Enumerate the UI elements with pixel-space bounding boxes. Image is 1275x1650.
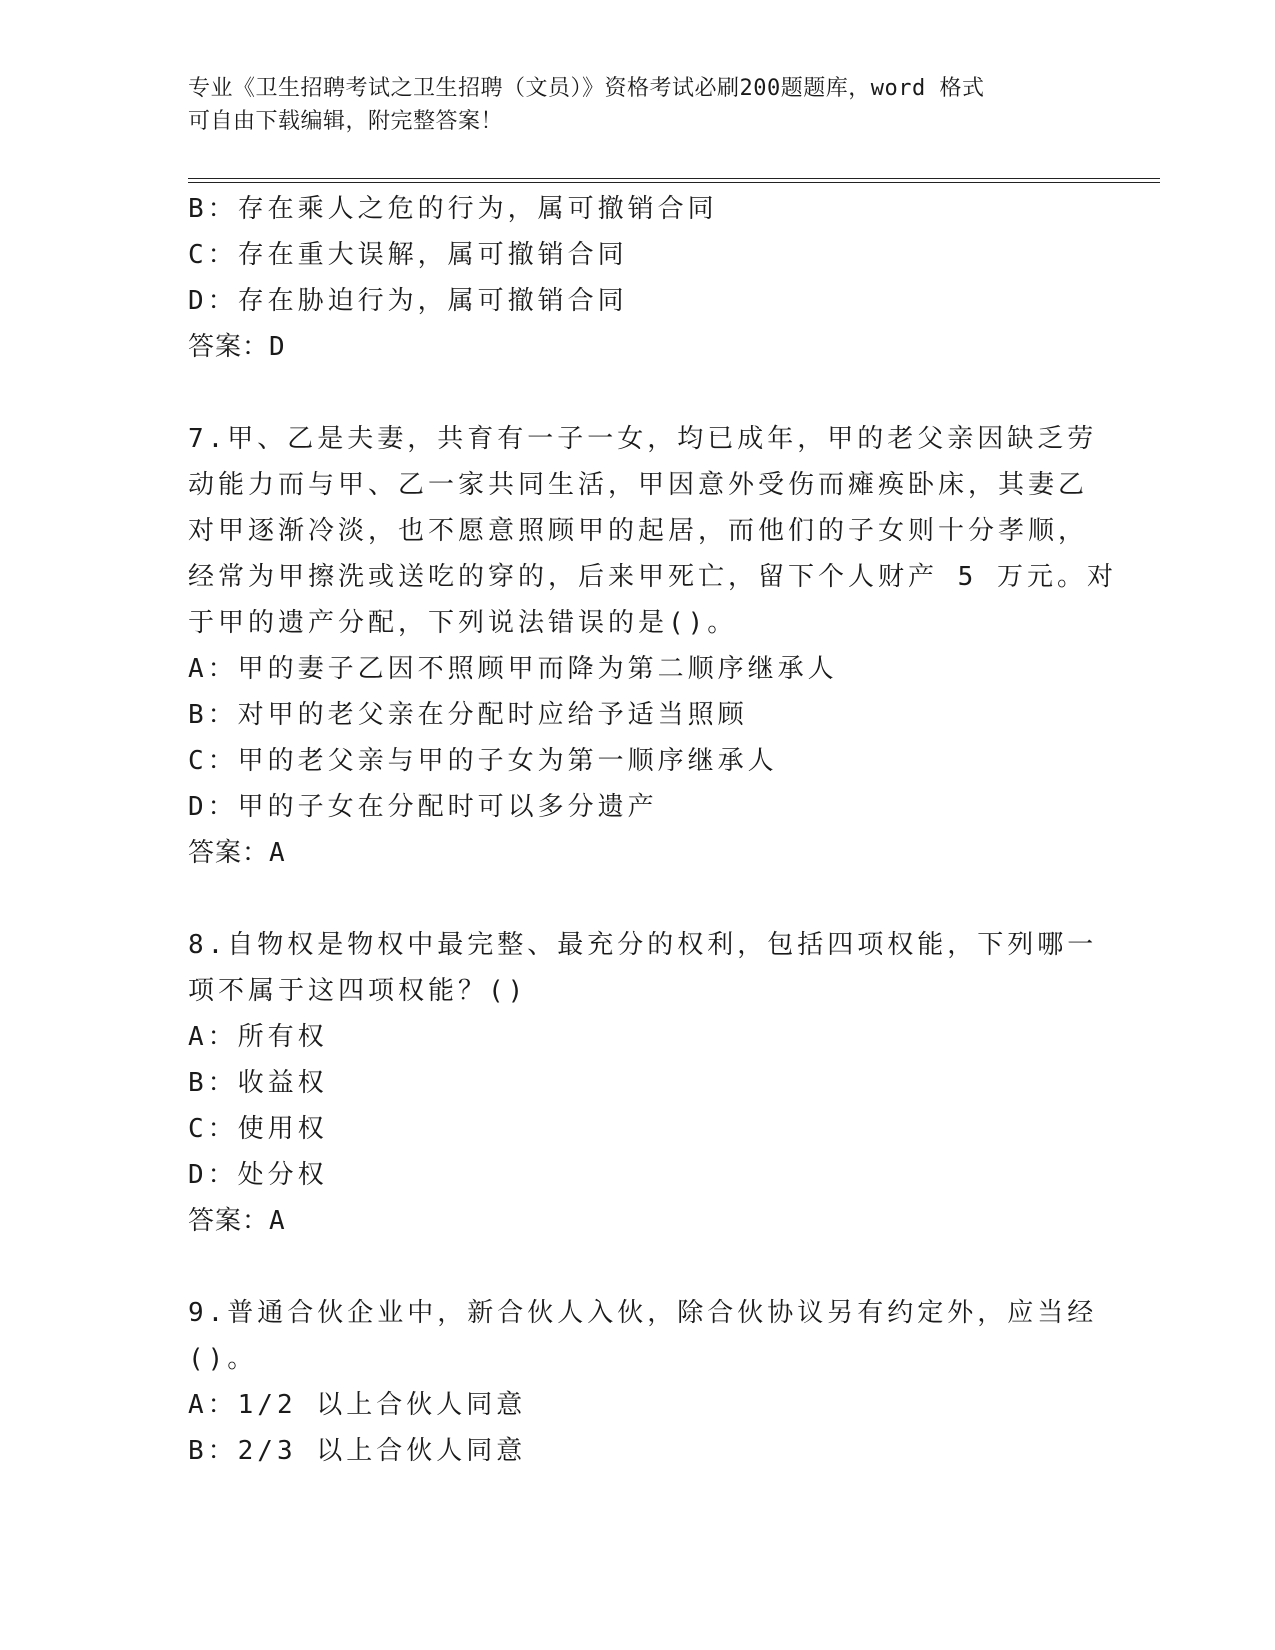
question-7 bbox=[188, 416, 1117, 876]
answer: 答案：A bbox=[188, 838, 286, 868]
option-c: C：使用权 bbox=[188, 1114, 328, 1144]
header-line-1: 专业《卫生招聘考试之卫生招聘（文员）》资格考试必刷200题题库，word 格式 bbox=[188, 76, 985, 101]
question-text: 动能力而与甲、乙一家共同生活，甲因意外受伤而瘫痪卧床，其妻乙 bbox=[188, 470, 1089, 500]
option-a: A：所有权 bbox=[188, 1022, 328, 1052]
option-c: C：甲的老父亲与甲的子女为第一顺序继承人 bbox=[188, 746, 778, 776]
question-text: 于甲的遗产分配，下列说法错误的是()。 bbox=[188, 608, 738, 638]
option-a: A：1/2 以上合伙人同意 bbox=[188, 1390, 527, 1420]
document-header bbox=[188, 72, 1088, 138]
option-d: D：处分权 bbox=[188, 1160, 328, 1190]
question-9 bbox=[188, 1290, 1098, 1474]
header-line-2: 可自由下载编辑，附完整答案！ bbox=[188, 109, 504, 134]
question-text: 9.普通合伙企业中，新合伙人入伙，除合伙协议另有约定外，应当经 bbox=[188, 1298, 1098, 1328]
question-text: 7.甲、乙是夫妻，共育有一子一女，均已成年，甲的老父亲因缺乏劳 bbox=[188, 424, 1098, 454]
option-b: B：对甲的老父亲在分配时应给予适当照顾 bbox=[188, 700, 748, 730]
option-b: B：2/3 以上合伙人同意 bbox=[188, 1436, 527, 1466]
question-text: 项不属于这四项权能？() bbox=[188, 976, 528, 1006]
option-b: B：收益权 bbox=[188, 1068, 328, 1098]
question-text: 经常为甲擦洗或送吃的穿的，后来甲死亡，留下个人财产 5 万元。对 bbox=[188, 562, 1117, 592]
option-d: D：存在胁迫行为，属可撤销合同 bbox=[188, 286, 628, 316]
question-text: ()。 bbox=[188, 1344, 258, 1374]
answer: 答案：D bbox=[188, 332, 286, 362]
answer: 答案：A bbox=[188, 1206, 286, 1236]
question-list bbox=[188, 186, 1117, 1474]
header-divider-bottom bbox=[188, 182, 1160, 183]
option-c: C：存在重大误解，属可撤销合同 bbox=[188, 240, 628, 270]
option-a: A：甲的妻子乙因不照顾甲而降为第二顺序继承人 bbox=[188, 654, 838, 684]
question-text: 8.自物权是物权中最完整、最充分的权利，包括四项权能，下列哪一 bbox=[188, 930, 1098, 960]
header-divider-top bbox=[188, 178, 1160, 179]
option-b: B：存在乘人之危的行为，属可撤销合同 bbox=[188, 194, 718, 224]
option-d: D：甲的子女在分配时可以多分遗产 bbox=[188, 792, 658, 822]
question-6 bbox=[188, 186, 1068, 370]
question-8 bbox=[188, 922, 1098, 1244]
question-text: 对甲逐渐冷淡，也不愿意照顾甲的起居，而他们的子女则十分孝顺， bbox=[188, 516, 1089, 546]
